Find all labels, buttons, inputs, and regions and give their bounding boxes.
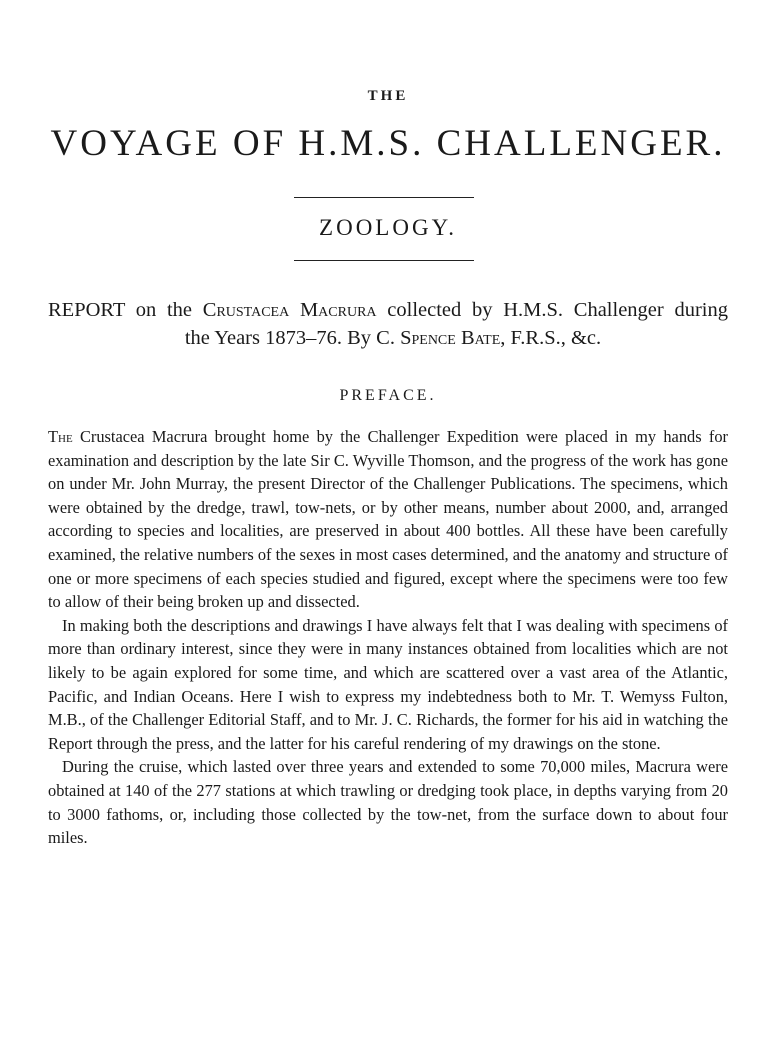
report-author: C. Spence Bate bbox=[376, 327, 501, 349]
report-taxon: Crustacea Macrura bbox=[202, 299, 377, 321]
paragraph-text: Crustacea Macrura brought home by the Challenger Expedition were placed in my hands for examination and description by the late Sir C. Wyville Thomson, and the progress of the work has gone on under Mr. John Murray, the present Director of the Challenger Publications. The specimens, which were obtained by the dredge, trawl, tow-nets, or by other means, number about 2000, and, arranged according to species and localities, are preserved in about 400 bottles. All these have been carefully examined, the relative numbers of the sexes in most cases determined, and the anatomy and structure of one or more specimens of each species studied and figured, except where the specimens were too few to allow of their being broken up and dissected. bbox=[48, 427, 728, 612]
paragraph-leadin: The bbox=[48, 427, 73, 446]
report-honours: , F.R.S., &c. bbox=[500, 327, 602, 349]
preface-body bbox=[48, 425, 728, 850]
preface-paragraph-3: During the cruise, which lasted over three years and extended to some 70,000 miles, Macrura were obtained at 140 of the 277 stations at which trawling or dredging took place, in depths varying from 20 to 3000 fathoms, or, including those collected by the tow-net, from the surface down to about four miles. bbox=[48, 757, 728, 848]
report-connector: on the bbox=[125, 299, 203, 321]
report-title-line-2 bbox=[48, 324, 728, 352]
report-title-block bbox=[48, 296, 728, 352]
preface-paragraph-1 bbox=[48, 425, 728, 614]
divider-bottom bbox=[294, 260, 474, 261]
section-title: ZOOLOGY. bbox=[319, 215, 457, 240]
divider-top bbox=[294, 197, 474, 198]
report-title-line-1 bbox=[48, 296, 728, 324]
preface-paragraph-2: In making both the descriptions and drawings I have always felt that I was dealing with specimens of more than ordinary interest, since they were in many instances obtained from localities which are not likely to be again explored for some time, and which are scattered over a vast area of the Atlantic, Pacific, and Indian Oceans. Here I wish to express my indebtedness both to Mr. T. Wemyss Fulton, M.B., of the Challenger Editorial Staff, and to Mr. J. C. Richards, the former for his aid in watching the Report through the press, and the latter for his careful rendering of my drawings on the stone. bbox=[48, 615, 728, 753]
series-prefix: THE bbox=[367, 88, 409, 104]
report-years: the Years 1873–76. By bbox=[184, 327, 377, 349]
report-collected: collected by H.M.S. Challenger during bbox=[376, 299, 728, 321]
report-word: REPORT bbox=[48, 299, 125, 321]
preface-heading: PREFACE. bbox=[339, 387, 437, 404]
page-title: VOYAGE OF H.M.S. CHALLENGER. bbox=[50, 123, 726, 164]
